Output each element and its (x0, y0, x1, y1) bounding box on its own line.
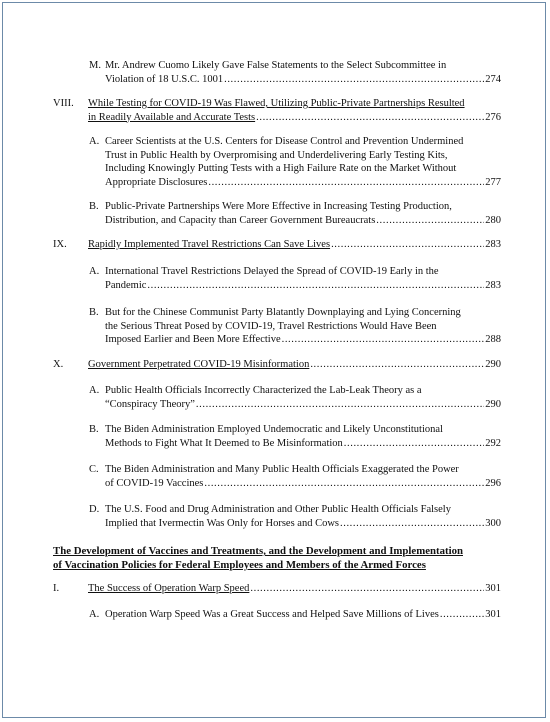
toc-entry-title-line: Public-Private Partnerships Were More Effective in Increasing Testing Production, (105, 201, 452, 212)
toc-entry-number: A. (89, 609, 100, 620)
toc-entry-title-line: Rapidly Implemented Travel Restrictions Can Save Lives (88, 239, 331, 250)
page-number: 290 (485, 398, 501, 410)
toc-entry-title-line: Career Scientists at the U.S. Centers for Disease Control and Prevention Undermined (105, 136, 464, 147)
toc-entry-title-line: Trust in Public Health by Overpromising and Underdelivering Early Testing Kits, (105, 149, 448, 161)
table-of-contents (3, 3, 545, 717)
dot-leader (344, 437, 484, 451)
toc-entry-title-line: Mr. Andrew Cuomo Likely Gave False Statements to the Select Subcommittee in (105, 60, 447, 71)
toc-entry-number: I. (53, 583, 60, 594)
page-number: 283 (485, 279, 501, 291)
page-number: 280 (485, 214, 501, 226)
page-number: 301 (485, 609, 501, 620)
page-number: 290 (485, 359, 501, 370)
page-number: 301 (485, 583, 501, 594)
dot-leader (376, 214, 484, 228)
dot-leader (250, 582, 484, 596)
toc-entry-number: A. (89, 266, 100, 277)
section-header-line-2: of Vaccination Policies for Federal Employees and Members of the Armed Forces (53, 558, 426, 571)
toc-entry-title-line: Violation of 18 U.S.C. 1001 (105, 73, 224, 85)
toc-entry-title-line: While Testing for COVID-19 Was Flawed, Utilizing Public-Private Partnerships Resulted (88, 98, 465, 109)
page-number: 292 (485, 437, 501, 449)
page-number: 288 (485, 334, 501, 345)
dot-leader (440, 608, 484, 622)
toc-entry-number: IX. (53, 239, 67, 250)
dot-leader (310, 358, 484, 372)
dot-leader (331, 238, 484, 252)
dot-leader (340, 517, 484, 531)
toc-entry-title-line: Methods to Fight What It Deemed to Be Misinformation (105, 437, 343, 449)
toc-entry-number: B. (89, 424, 99, 435)
page-number: 296 (485, 477, 501, 489)
toc-entry-title-line: Pandemic (105, 279, 147, 291)
toc-entry-title-line: Public Health Officials Incorrectly Characterized the Lab-Leak Theory as a (105, 385, 422, 396)
toc-entry-title-line: Imposed Earlier and Been More Effective (105, 334, 281, 345)
dot-leader (208, 176, 484, 190)
page-number: 274 (485, 73, 501, 85)
page-number: 300 (485, 517, 501, 529)
toc-entry-number: X. (53, 359, 64, 370)
page-number: 283 (485, 239, 501, 250)
toc-entry-title-line: International Travel Restrictions Delayed the Spread of COVID-19 Early in the (105, 266, 439, 277)
toc-entry-title-line: of COVID-19 Vaccines (105, 477, 204, 489)
toc-entry-number: B. (89, 201, 99, 212)
toc-entry-title-line: Government Perpetrated COVID-19 Misinformation (88, 359, 310, 370)
toc-entry-number: D. (89, 504, 100, 515)
dot-leader (204, 477, 484, 491)
toc-entry-title-line: in Readily Available and Accurate Tests (88, 111, 256, 123)
toc-entry-title-line: Appropriate Disclosures (105, 176, 208, 188)
dot-leader (256, 111, 484, 125)
section-header-line-1: The Development of Vaccines and Treatments, and the Development and Implementation (53, 545, 463, 557)
toc-entry-title-line: But for the Chinese Communist Party Blatantly Downplaying and Lying Concerning (105, 307, 461, 318)
page-number: 276 (485, 111, 501, 123)
toc-entry-number: M. (89, 60, 101, 71)
toc-entry-title-line: The Success of Operation Warp Speed (88, 583, 250, 594)
dot-leader (282, 333, 485, 347)
toc-entry-title-line: The Biden Administration Employed Undemocratic and Likely Unconstitutional (105, 424, 443, 435)
dot-leader (224, 73, 484, 87)
toc-entry-title-line: Implied that Ivermectin Was Only for Horses and Cows (105, 517, 339, 529)
toc-entry-number: C. (89, 464, 99, 475)
toc-entry-title-line: The Biden Administration and Many Public Health Officials Exaggerated the Power (105, 464, 459, 475)
toc-entry-title-line: Operation Warp Speed Was a Great Success and Helped Save Millions of Lives (105, 609, 439, 620)
dot-leader (147, 279, 484, 293)
document-page (2, 2, 546, 718)
toc-entry-title-line: “Conspiracy Theory” (105, 398, 195, 410)
toc-entry-number: B. (89, 307, 99, 318)
section-header (53, 545, 493, 572)
toc-entry-number: A. (89, 385, 100, 396)
toc-entry-title-line: the Serious Threat Posed by COVID-19, Travel Restrictions Would Have Been (105, 320, 437, 332)
page-number: 277 (485, 176, 501, 188)
toc-entry-title-line: Including Knowingly Putting Tests with a High Failure Rate on the Market Without (105, 163, 457, 174)
dot-leader (196, 398, 484, 412)
toc-entry-number: VIII. (53, 98, 74, 109)
toc-entry-title-line: Distribution, and Capacity than Career Government Bureaucrats (105, 214, 376, 226)
toc-entry-number: A. (89, 136, 100, 147)
toc-entry-title-line: The U.S. Food and Drug Administration and Other Public Health Officials Falsely (105, 504, 451, 515)
